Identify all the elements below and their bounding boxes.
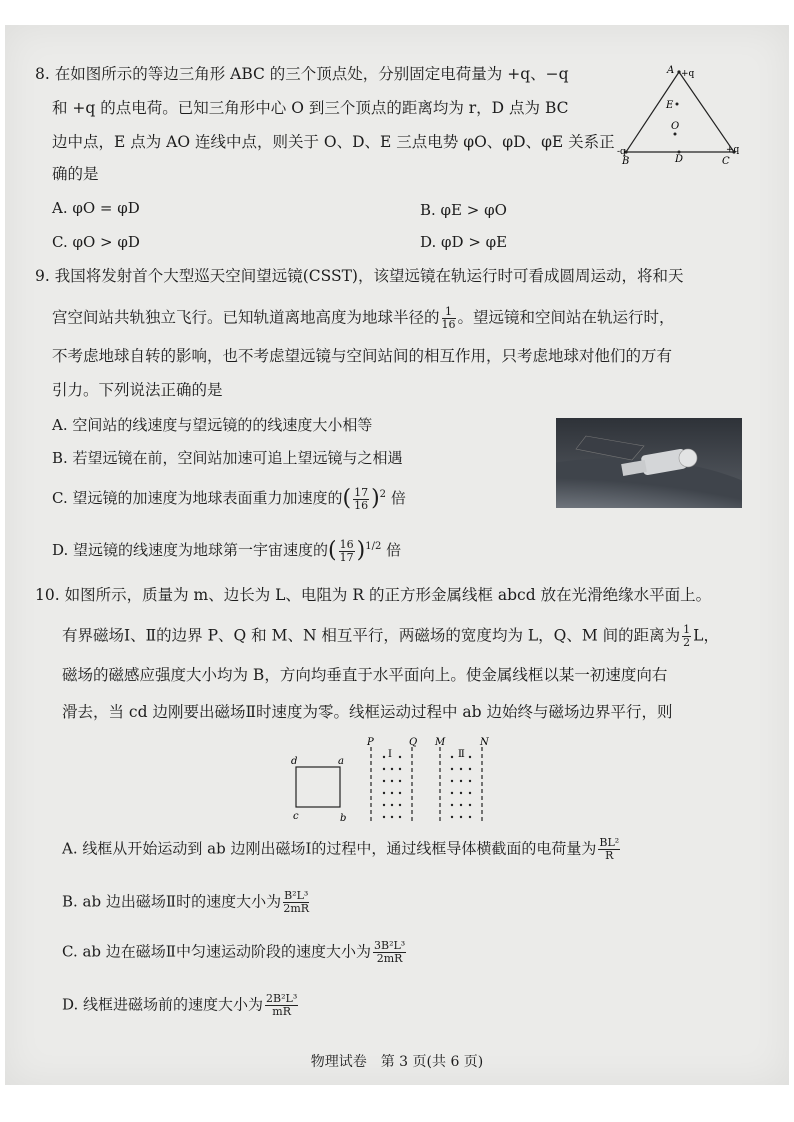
q10-line1: 10. 如图所示，质量为 m、边长为 L、电阻为 R 的正方形金属线框 abcd 放在光滑绝缘水平面上。	[35, 586, 712, 604]
q10-option-d: D. 线框进磁场前的速度大小为 $\frac{\text{2B²L³}}{mR}$	[62, 992, 298, 1018]
boundary-p-label: P	[367, 737, 374, 748]
triangle-figure	[612, 64, 742, 166]
point-e-label: E	[666, 100, 674, 111]
q8-option-a: A. φO = φD	[52, 199, 140, 217]
q9-option-a: A. 空间站的线速度与望远镜的的线速度大小相等	[52, 416, 373, 434]
vertex-c-label: C	[722, 156, 730, 166]
q9-option-c: C. 望远镜的加速度为地球表面重力加速度的( $\frac{17}{16}$ )$^2$ 倍	[52, 485, 406, 512]
boundary-m-label: M	[435, 737, 446, 748]
field-2-label: Ⅱ	[458, 749, 465, 760]
q8-line4: 确的是	[52, 165, 99, 183]
corner-b-label: b	[340, 813, 347, 824]
vertex-b-label: B	[622, 156, 630, 166]
q8-option-b: B. φE > φO	[420, 201, 507, 219]
q10-line3: 磁场的磁感应强度大小均为 B，方向均垂直于水平面向上。使金属线框以某一初速度向右	[62, 666, 668, 684]
corner-d-label: d	[291, 756, 298, 767]
q8-line3: 边中点，E 点为 AO 连线中点，则关于 O、D、E 三点电势 φO、φD、φE 关系正	[52, 133, 615, 151]
wire-frame	[296, 767, 340, 807]
charge-c-label: +q	[726, 145, 740, 155]
q9-line1: 9. 我国将发射首个大型巡天空间望远镜(CSST)，该望远镜在轨运行时可看成圆周运动，将和天	[35, 267, 684, 285]
q9-line2: 宫空间站共轨独立飞行。已知轨道离地高度为地球半径的 $\frac{1}{16}$ 。望远镜和空间站在轨运行时，	[52, 305, 675, 331]
q10-option-b: B. ab 边出磁场Ⅱ时的速度大小为 $\frac{\text{B²L³}}{2mR}$	[62, 889, 310, 915]
boundary-q-label: Q	[409, 737, 418, 748]
vertex-a-label: A	[667, 65, 675, 76]
boundary-n-label: N	[480, 737, 489, 748]
point-o-label: O	[671, 121, 680, 132]
q10-line4: 滑去，当 cd 边刚要出磁场Ⅱ时速度为零。线框运动过程中 ab 边始终与磁场边界平行，则	[62, 703, 673, 721]
q8-option-d: D. φD > φE	[420, 233, 508, 251]
q9-line4: 引力。下列说法正确的是	[52, 381, 223, 399]
magnetic-field-figure	[288, 735, 498, 827]
q8-line2: 和 +q 的点电荷。已知三角形中心 O 到三个顶点的距离均为 r，D 点为 BC	[52, 99, 569, 117]
charge-b-label: -q	[617, 147, 626, 157]
page-footer: 物理试卷 第 3 页(共 6 页)	[310, 1054, 484, 1070]
corner-c-label: c	[293, 811, 299, 822]
q10-line2: 有界磁场Ⅰ、Ⅱ的边界 P、Q 和 M、N 相互平行，两磁场的宽度均为 L，Q、M 间的距离为 $\frac{1}{2}$ L，	[62, 623, 719, 649]
telescope-photo	[556, 418, 742, 508]
q10-option-c: C. ab 边在磁场Ⅱ中匀速运动阶段的速度大小为 $\frac{\text{3B²L³}}{2mR}$	[62, 939, 406, 965]
q9-option-b: B. 若望远镜在前，空间站加速可追上望远镜与之相遇	[52, 449, 403, 467]
charge-a-label: +q	[681, 69, 695, 79]
point-d-label: D	[675, 154, 684, 165]
corner-a-label: a	[338, 756, 344, 767]
field-1-label: Ⅰ	[388, 749, 392, 760]
q9-line3: 不考虑地球自转的影响，也不考虑望远镜与空间站间的相互作用，只考虑地球对他们的万有	[52, 347, 673, 365]
q8-option-c: C. φO > φD	[52, 233, 140, 251]
q8-line1: 8. 在如图所示的等边三角形 ABC 的三个顶点处，分别固定电荷量为 +q、−q	[35, 65, 569, 83]
q10-option-a: A. 线框从开始运动到 ab 边刚出磁场Ⅰ的过程中，通过线框导体横截面的电荷量为 $\frac{\text{BL²}}{R}$	[62, 836, 620, 862]
q9-option-d: D. 望远镜的线速度为地球第一宇宙速度的( $\frac{16}{17}$ )$^{1/2}$ 倍	[52, 537, 402, 564]
